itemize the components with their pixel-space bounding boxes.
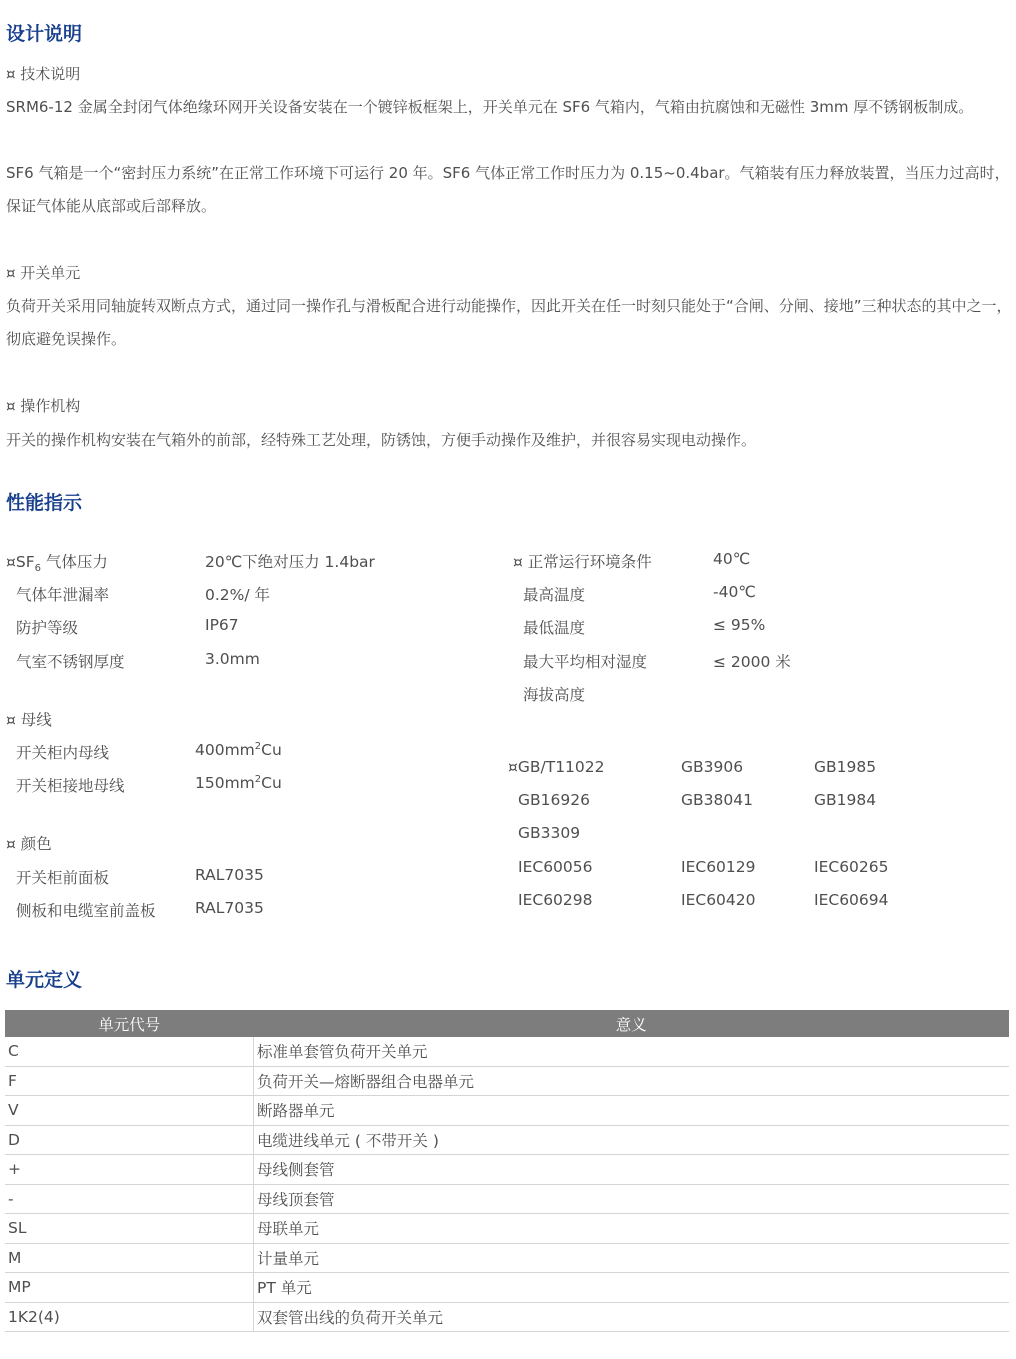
standard-item: IEC60420: [681, 891, 756, 909]
env-label: 最大平均相对湿度: [523, 653, 648, 671]
unit-meaning-cell: 断路器单元: [254, 1096, 1010, 1126]
unit-code-cell: MP: [5, 1273, 254, 1303]
tech-paragraph-1: SRM6-12 金属全封闭气体绝缘环网开关设备安装在一个镀锌板框架上，开关单元在 SF6 气箱内，气箱由抗腐蚀和无磁性 3mm 厚不锈钢板制成。: [6, 98, 974, 116]
color-row-value: RAL7035: [195, 899, 264, 917]
color-row-label: 开关柜前面板: [16, 869, 110, 887]
section-title-design: 设计说明: [6, 23, 83, 45]
standard-item: GB3309: [518, 824, 581, 842]
unit-meaning-cell: 标准单套管负荷开关单元: [254, 1037, 1010, 1066]
busbar-row-value: $150mm^2Cu$: [195, 774, 282, 793]
column-header-code: 单元代号: [5, 1010, 254, 1037]
unit-meaning-cell: 母线顶套管: [254, 1184, 1010, 1214]
mechanism-label: ¤ 操作机构: [6, 397, 81, 415]
busbar-row-label: 开关柜内母线: [16, 744, 110, 762]
tech-paragraph-2: SF6 气箱是一个“密封压力系统”在正常工作环境下可运行 20 年。SF6 气体正常工作时压力为 0.15~0.4bar。气箱装有压力释放装置，当压力过高时，保证气体能从底部或后部释放。: [6, 164, 1010, 215]
table-header-row: [5, 1010, 1009, 1037]
table-row: [5, 1214, 1009, 1244]
standard-item: GB38041: [681, 791, 753, 809]
table-row: [5, 1302, 1009, 1332]
env-label: ¤ 正常运行环境条件: [513, 553, 652, 571]
standard-item: GB1985: [814, 758, 877, 776]
env-value: ≤ 95%: [713, 616, 766, 634]
table-row: [5, 1155, 1009, 1185]
env-value: -40℃: [713, 583, 756, 601]
standard-item: IEC60129: [681, 858, 756, 876]
table-row: [5, 1066, 1009, 1096]
table-row: [5, 1096, 1009, 1126]
unit-meaning-cell: 电缆进线单元 ( 不带开关 ): [254, 1125, 1010, 1155]
standard-item: ¤GB/T11022: [508, 758, 605, 776]
color-row-value: RAL7035: [195, 866, 264, 884]
standard-item: IEC60694: [814, 891, 889, 909]
standard-item: IEC60265: [814, 858, 889, 876]
sf6-pressure-value: 20℃下绝对压力 1.4bar: [205, 553, 375, 571]
unit-code-cell: 1K2(4): [5, 1302, 254, 1332]
switch-label: ¤ 开关单元: [6, 264, 81, 282]
standard-item: GB1984: [814, 791, 877, 809]
env-value: ≤ 2000 米: [713, 653, 791, 671]
table-row: [5, 1184, 1009, 1214]
env-label: 海拔高度: [523, 686, 586, 704]
gas-row-label: 气体年泄漏率: [16, 586, 110, 604]
table-row: [5, 1037, 1009, 1066]
unit-code-cell: F: [5, 1066, 254, 1096]
table-row: [5, 1125, 1009, 1155]
column-header-meaning: 意义: [254, 1010, 1010, 1037]
unit-meaning-cell: PT 单元: [254, 1273, 1010, 1303]
standard-item: IEC60056: [518, 858, 593, 876]
unit-meaning-cell: 母联单元: [254, 1214, 1010, 1244]
unit-code-cell: +: [5, 1155, 254, 1185]
unit-code-cell: D: [5, 1125, 254, 1155]
env-label: 最低温度: [523, 619, 586, 637]
table-row: [5, 1243, 1009, 1273]
unit-meaning-cell: 负荷开关—熔断器组合电器单元: [254, 1066, 1010, 1096]
standard-item: IEC60298: [518, 891, 593, 909]
section-title-units: 单元定义: [6, 969, 83, 991]
standard-item: GB3906: [681, 758, 744, 776]
unit-code-cell: -: [5, 1184, 254, 1214]
unit-meaning-cell: 计量单元: [254, 1243, 1010, 1273]
sf6-pressure-label: $¤SF_6$ 气体压力: [6, 553, 108, 575]
switch-paragraph: 负荷开关采用同轴旋转双断点方式，通过同一操作孔与滑板配合进行动能操作，因此开关在任一时刻只能处于“合闸、分闸、接地”三种状态的其中之一，彻底避免误操作。: [6, 297, 1012, 348]
env-value: 40℃: [713, 550, 751, 568]
gas-row-label: 气室不锈钢厚度: [16, 653, 125, 671]
busbar-row-label: 开关柜接地母线: [16, 777, 125, 795]
gas-row-value: 3.0mm: [205, 650, 260, 668]
unit-code-cell: M: [5, 1243, 254, 1273]
color-row-label: 侧板和电缆室前盖板: [16, 902, 156, 920]
mechanism-paragraph: 开关的操作机构安装在气箱外的前部，经特殊工艺处理，防锈蚀，方便手动操作及维护，并很容易实现电动操作。: [6, 431, 757, 449]
unit-meaning-cell: 母线侧套管: [254, 1155, 1010, 1185]
gas-row-value: 0.2%/ 年: [205, 586, 271, 604]
gas-row-value: IP67: [205, 616, 239, 634]
busbar-label: ¤ 母线: [6, 711, 52, 729]
env-label: 最高温度: [523, 586, 586, 604]
unit-code-cell: V: [5, 1096, 254, 1126]
color-label: ¤ 颜色: [6, 835, 52, 853]
busbar-row-value: $400mm^2Cu$: [195, 741, 282, 760]
table-row: [5, 1273, 1009, 1303]
unit-definition-table: [5, 1010, 1009, 1332]
section-title-performance: 性能指示: [6, 492, 83, 514]
unit-code-cell: C: [5, 1037, 254, 1066]
unit-code-cell: SL: [5, 1214, 254, 1244]
standard-item: GB16926: [518, 791, 590, 809]
unit-meaning-cell: 双套管出线的负荷开关单元: [254, 1302, 1010, 1332]
gas-row-label: 防护等级: [16, 619, 79, 637]
tech-label: ¤ 技术说明: [6, 65, 81, 83]
